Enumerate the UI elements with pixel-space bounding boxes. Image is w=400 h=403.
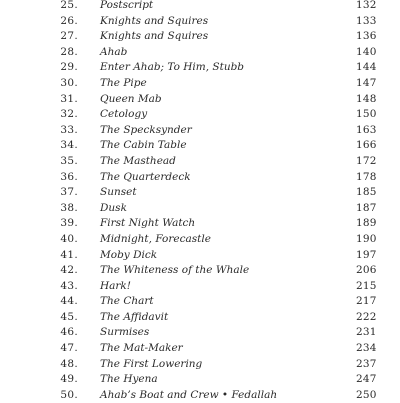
page-number: 206 (356, 264, 377, 277)
toc-entry (0, 294, 400, 310)
chapter-number: 50. (60, 388, 78, 401)
page-number: 250 (356, 388, 377, 401)
chapter-title: Ahab’s Boat and Crew • Fedallah (100, 388, 278, 401)
page-number: 247 (356, 373, 377, 386)
chapter-number: 39. (60, 217, 78, 230)
chapter-title: Dusk (100, 201, 127, 214)
chapter-title: Surmises (100, 326, 150, 339)
page-number: 197 (356, 248, 377, 261)
chapter-title: Knights and Squires (100, 14, 209, 27)
chapter-number: 37. (60, 186, 78, 199)
chapter-number: 46. (60, 326, 78, 339)
page-number: 231 (356, 326, 377, 339)
toc-entry (0, 107, 400, 123)
chapter-title: Hark! (100, 279, 132, 292)
toc-entry (0, 45, 400, 61)
chapter-title: Midnight, Forecastle (100, 232, 211, 245)
chapter-number: 30. (60, 76, 78, 89)
chapter-title: The Mat-Maker (100, 342, 183, 355)
page-number: 163 (356, 123, 377, 136)
chapter-number: 28. (60, 45, 78, 58)
page-number: 215 (356, 279, 377, 292)
toc-entry (0, 154, 400, 170)
page-number: 132 (356, 0, 377, 11)
toc-entry (0, 216, 400, 232)
chapter-title: The Whiteness of the Whale (100, 264, 250, 277)
chapter-title: The Affidavit (100, 310, 169, 323)
toc-entry (0, 201, 400, 217)
chapter-number: 31. (60, 92, 78, 105)
toc-entry (0, 310, 400, 326)
toc-entry (0, 341, 400, 357)
chapter-title: Postscript (100, 0, 154, 11)
chapter-number: 40. (60, 232, 78, 245)
chapter-number: 34. (60, 139, 78, 152)
chapter-title: The Hyena (100, 373, 158, 386)
page-number: 237 (356, 357, 377, 370)
toc-entry (0, 232, 400, 248)
toc-entry (0, 29, 400, 45)
chapter-number: 49. (60, 373, 78, 386)
chapter-title: First Night Watch (100, 217, 196, 230)
chapter-title: Queen Mab (100, 92, 162, 105)
toc-entry (0, 372, 400, 388)
chapter-number: 29. (60, 61, 78, 74)
chapter-title: The Masthead (100, 154, 176, 167)
page-number: 148 (356, 92, 377, 105)
page-number: 185 (356, 186, 377, 199)
chapter-title: Sunset (100, 186, 137, 199)
page-number: 150 (356, 108, 377, 121)
chapter-title: Knights and Squires (100, 30, 209, 43)
chapter-title: Enter Ahab; To Him, Stubb (100, 61, 245, 74)
toc-entry (0, 357, 400, 373)
toc-entry (0, 123, 400, 139)
chapter-title: The Specksynder (100, 123, 192, 136)
page-number: 172 (356, 154, 377, 167)
toc-entry (0, 388, 400, 403)
page-number: 144 (356, 61, 377, 74)
chapter-number: 26. (60, 14, 78, 27)
chapter-number: 47. (60, 342, 78, 355)
toc-entry (0, 279, 400, 295)
chapter-number: 25. (60, 0, 78, 11)
chapter-number: 42. (60, 264, 78, 277)
toc-entry (0, 92, 400, 108)
toc-entry (0, 325, 400, 341)
chapter-number: 38. (60, 201, 78, 214)
page-number: 140 (356, 45, 377, 58)
chapter-number: 36. (60, 170, 78, 183)
chapter-title: Ahab (100, 45, 128, 58)
chapter-number: 35. (60, 154, 78, 167)
page-number: 187 (356, 201, 377, 214)
chapter-number: 48. (60, 357, 78, 370)
chapter-title: Cetology (100, 108, 148, 121)
page-number: 190 (356, 232, 377, 245)
page-number: 147 (356, 76, 377, 89)
chapter-number: 43. (60, 279, 78, 292)
page-number: 133 (356, 14, 377, 27)
toc-entry (0, 60, 400, 76)
chapter-title: The Quarterdeck (100, 170, 191, 183)
page-number: 222 (356, 310, 377, 323)
chapter-title: The First Lowering (100, 357, 203, 370)
page-number: 217 (356, 295, 377, 308)
toc-entry (0, 263, 400, 279)
toc-entry (0, 14, 400, 30)
page-number: 166 (356, 139, 377, 152)
toc-entry (0, 185, 400, 201)
chapter-title: Moby Dick (100, 248, 158, 261)
chapter-number: 33. (60, 123, 78, 136)
chapter-number: 45. (60, 310, 78, 323)
toc-entry (0, 76, 400, 92)
chapter-number: 41. (60, 248, 78, 261)
page-number: 178 (356, 170, 377, 183)
chapter-number: 32. (60, 108, 78, 121)
toc-entry (0, 138, 400, 154)
chapter-number: 27. (60, 30, 78, 43)
chapter-title: The Pipe (100, 76, 147, 89)
page-number: 136 (356, 30, 377, 43)
toc-entry (0, 170, 400, 186)
chapter-title: The Cabin Table (100, 139, 187, 152)
page-number: 234 (356, 342, 377, 355)
chapter-number: 44. (60, 295, 78, 308)
page-number: 189 (356, 217, 377, 230)
toc-entry (0, 0, 400, 14)
chapter-title: The Chart (100, 295, 154, 308)
toc-entry (0, 248, 400, 264)
